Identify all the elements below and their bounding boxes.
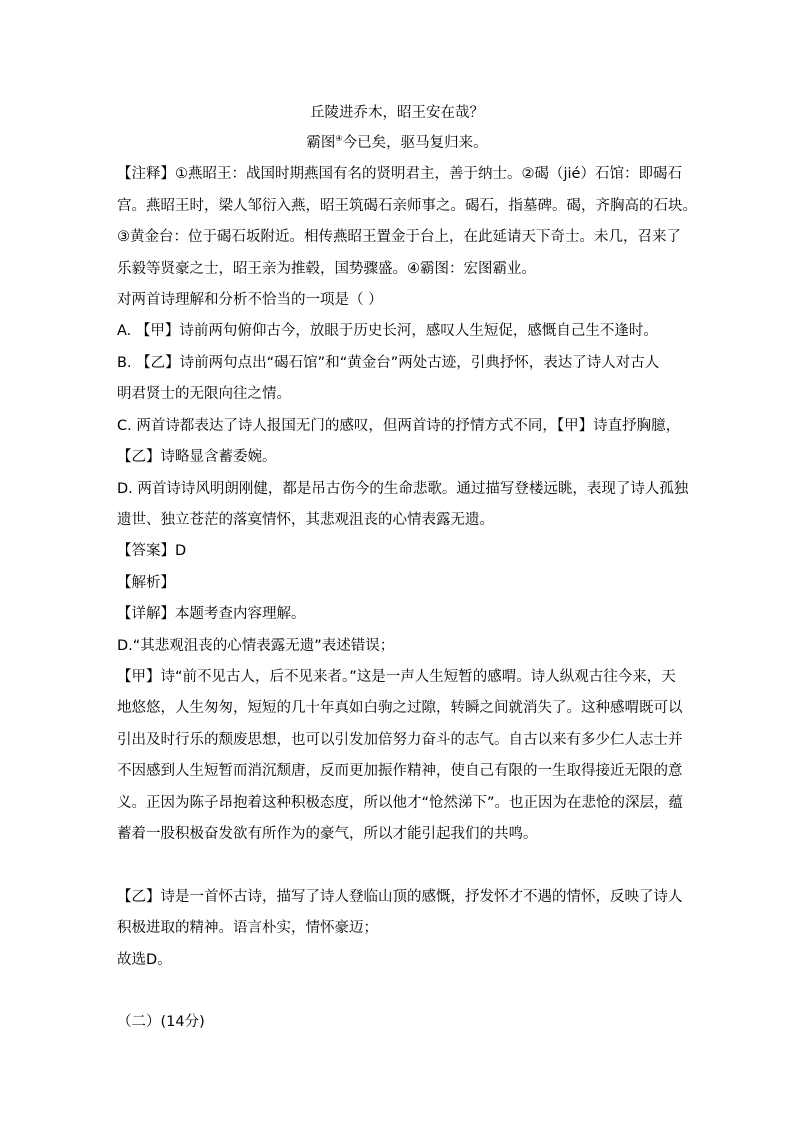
jia-analysis-line: 地悠悠，人生匆匆，短短的几十年真如白驹之过隙，转瞬之间就消失了。这种感喟既可以: [117, 700, 683, 716]
answer: 【答案】D: [117, 543, 187, 559]
option-d-cont: 遗世、独立苍茫的落寞情怀，其悲观沮丧的心情表露无遗。: [117, 512, 494, 528]
conclusion: 故选D。: [117, 952, 172, 968]
poem-line-2-end: 今已矣，驱马复归来。: [342, 135, 488, 151]
analysis-heading: 【解析】: [117, 575, 175, 591]
option-b-cont: 明君贤士的无限向往之情。: [117, 386, 291, 402]
poem-line-2: [0, 133, 794, 153]
option-d: D. 两首诗诗风明朗刚健，都是吊古伤今的生命悲歌。通过描写登楼远眺，表现了诗人孤独: [117, 481, 689, 497]
poem-line-2-start: 霸图: [306, 135, 336, 151]
question-stem: 对两首诗理解和分析不恰当的一项是（ ）: [117, 292, 383, 308]
notes-line: ③黄金台：位于碣石坂附近。相传燕昭王置金于台上，在此延请天下奇士。未几，召来了: [117, 229, 681, 245]
detail-line: 【详解】本题考查内容理解。: [117, 606, 306, 622]
option-c-cont: 【乙】诗略显含蓄委婉。: [117, 449, 277, 465]
option-a: A. 【甲】诗前两句俯仰古今，放眼于历史长河，感叹人生短促，感慨自己生不逢时。: [117, 323, 658, 339]
footnote-marker: ④: [335, 134, 343, 144]
notes-line: 【注释】①燕昭王：战国时期燕国有名的贤明君主，善于纳士。②碣（jié）石馆：即碣石: [117, 166, 682, 182]
notes-line: 宫。燕昭王时，梁人邹衍入燕，昭王筑碣石亲师事之。碣石，指墓碑。碣，齐胸高的石块。: [117, 198, 697, 214]
option-d-error: D.“其悲观沮丧的心情表露无遗”表述错误；: [117, 638, 395, 654]
option-c: C. 两首诗都表达了诗人报国无门的感叹，但两首诗的抒情方式不同，【甲】诗直抒胸臆，: [117, 418, 681, 434]
yi-analysis-line: 【乙】诗是一首怀古诗，描写了诗人登临山顶的感慨，抒发怀才不遇的情怀，反映了诗人: [117, 889, 683, 905]
jia-analysis-line: 【甲】诗“前不见古人，后不见来者。”这是一声人生短暂的感喟。诗人纵观古往今来，天: [117, 669, 676, 685]
option-b: B. 【乙】诗前两句点出“碣石馆”和“黄金台”两处古迹，引典抒怀，表达了诗人对古人: [117, 355, 660, 371]
jia-analysis-line: 不因感到人生短暂而消沉颓唐，反而更加振作精神，使自己有限的一生取得接近无限的意: [117, 763, 683, 779]
jia-analysis-line: 义。正因为陈子昂抱着这种积极态度，所以他才“怆然涕下”。也正因为在悲怆的深层，蕴: [117, 795, 684, 811]
jia-analysis-line: 引出及时行乐的颓废思想，也可以引发加倍努力奋斗的志气。自古以来有多少仁人志士并: [117, 732, 683, 748]
yi-analysis-line: 积极进取的精神。语言朴实，情怀豪迈；: [117, 920, 378, 936]
jia-analysis-line: 蓄着一股积极奋发欲有所作为的豪气，所以才能引起我们的共鸣。: [117, 826, 538, 842]
section-heading: （二）(14分): [117, 1014, 205, 1030]
notes-line: 乐毅等贤豪之士，昭王亲为推毂，国势骤盛。④霸图：宏图霸业。: [117, 261, 536, 277]
poem-line-1: 丘陵进乔木，昭王安在哉？: [310, 105, 484, 121]
